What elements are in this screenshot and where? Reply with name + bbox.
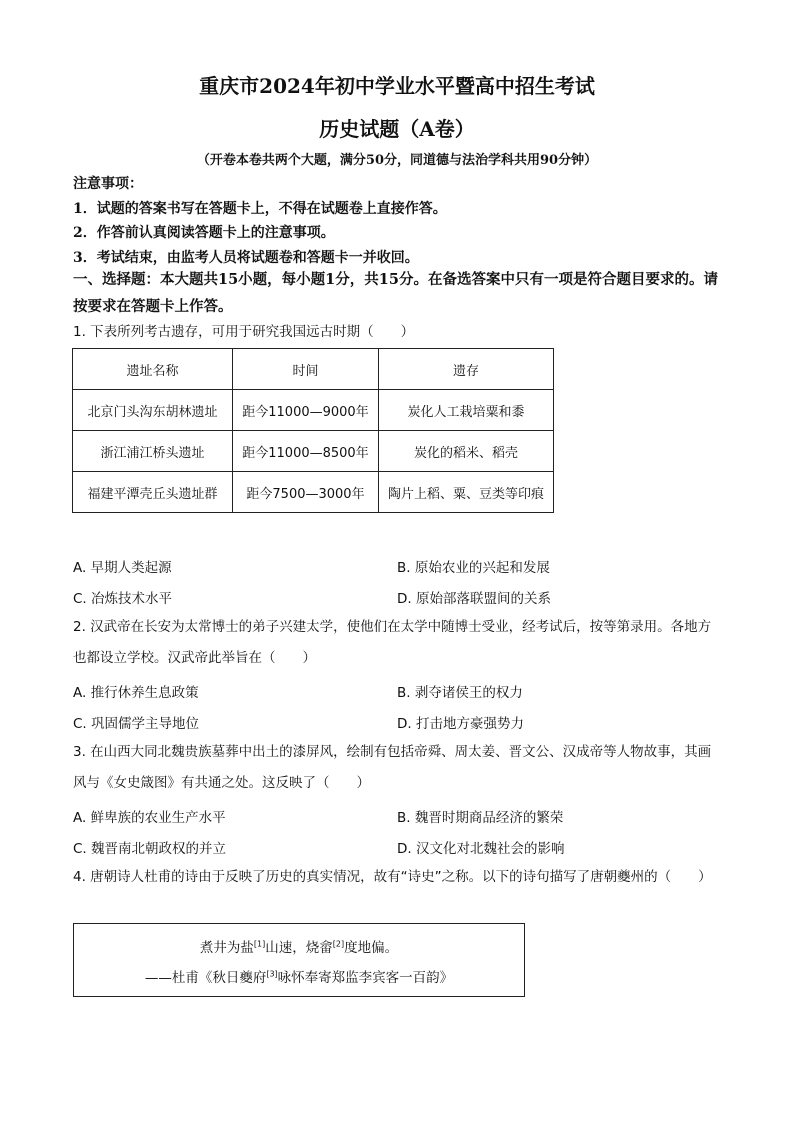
poem-text: 度地偏。 <box>344 940 399 956</box>
subject-title: 历史试题（A卷） <box>319 117 475 141</box>
q1-option-a: A. 早期人类起源 <box>73 560 172 576</box>
q3-option-b: B. 魏晋时期商品经济的繁荣 <box>397 810 564 826</box>
q3-option-c: C. 魏晋南北朝政权的并立 <box>73 841 227 857</box>
exam-note: （开卷本卷共两个大题，满分50分，同道德与法治学科共用90分钟） <box>196 153 598 168</box>
poem-text: 山速，烧畲 <box>265 940 333 956</box>
footnote-mark: [1] <box>253 939 266 949</box>
table-cell: 距今11000—8500年 <box>233 431 379 472</box>
q1-option-c: C. 冶炼技术水平 <box>73 591 173 607</box>
notice-item: 3．考试结束，由监考人员将试题卷和答题卡一并收回。 <box>73 250 419 266</box>
table-cell: 距今11000—9000年 <box>233 390 379 431</box>
table-row <box>73 472 554 513</box>
table-cell: 浙江浦江桥头遗址 <box>73 431 233 472</box>
table-cell: 炭化人工栽培粟和黍 <box>379 390 554 431</box>
table-row <box>73 390 554 431</box>
table-cell: 北京门头沟东胡林遗址 <box>73 390 233 431</box>
table-row <box>73 431 554 472</box>
notice-item: 1．试题的答案书写在答题卡上，不得在试题卷上直接作答。 <box>73 201 447 217</box>
table-cell: 距今7500—3000年 <box>233 472 379 513</box>
poem-source <box>74 966 524 986</box>
question-1-stem: 1. 下表所列考古遗存，可用于研究我国远古时期（ ） <box>73 324 415 340</box>
poem-source-text: 咏怀奉寄郑监李宾客一百韵》 <box>277 970 454 986</box>
q3-option-a: A. 鲜卑族的农业生产水平 <box>73 810 226 826</box>
exam-title: 重庆市2024年初中学业水平暨高中招生考试 <box>199 74 595 98</box>
q2-option-c: C. 巩固儒学主导地位 <box>73 716 200 732</box>
table-header-cell: 时间 <box>233 349 379 390</box>
table-cell: 福建平潭壳丘头遗址群 <box>73 472 233 513</box>
q2-option-b: B. 剥夺诸侯王的权力 <box>397 685 523 701</box>
poem-source-text: ——杜甫《秋日夔府 <box>144 970 267 986</box>
table-header-row <box>73 349 554 390</box>
table-header-cell: 遗存 <box>379 349 554 390</box>
poem-line <box>74 936 524 956</box>
poem-text: 煮井为盐 <box>199 940 254 956</box>
section-heading: 一、选择题：本大题共15小题，每小题1分，共15分。在备选答案中只有一项是符合题目要求的。请按要求在答题卡上作答。 <box>73 271 718 315</box>
q2-option-d: D. 打击地方豪强势力 <box>397 716 524 732</box>
question-4-stem: 4. 唐朝诗人杜甫的诗由于反映了历史的真实情况，故有“诗史”之称。以下的诗句描写了唐朝夔州的（ ） <box>73 869 712 885</box>
site-table <box>72 348 554 513</box>
table-cell: 陶片上稻、粟、豆类等印痕 <box>379 472 554 513</box>
q3-option-d: D. 汉文化对北魏社会的影响 <box>397 841 565 857</box>
footnote-mark: [2] <box>332 939 345 949</box>
q1-option-b: B. 原始农业的兴起和发展 <box>397 560 550 576</box>
question-2-stem: 2. 汉武帝在长安为太常博士的弟子兴建太学，使他们在太学中随博士受业，经考试后，按等第录用。各地方也都设立学校。汉武帝此举旨在（ ） <box>73 619 712 666</box>
question-3-stem: 3. 在山西大同北魏贵族墓葬中出土的漆屏风，绘制有包括帝舜、周太姜、晋文公、汉成帝等人物故事，其画风与《女史箴图》有共通之处。这反映了（ ） <box>73 744 712 791</box>
notice-heading: 注意事项： <box>73 176 143 192</box>
table-header-cell: 遗址名称 <box>73 349 233 390</box>
poem-quote-box <box>73 923 525 997</box>
table-cell: 炭化的稻米、稻壳 <box>379 431 554 472</box>
notice-item: 2．作答前认真阅读答题卡上的注意事项。 <box>73 225 335 241</box>
q1-option-d: D. 原始部落联盟间的关系 <box>397 591 551 607</box>
q2-option-a: A. 推行休养生息政策 <box>73 685 199 701</box>
footnote-mark: [3] <box>266 969 278 979</box>
